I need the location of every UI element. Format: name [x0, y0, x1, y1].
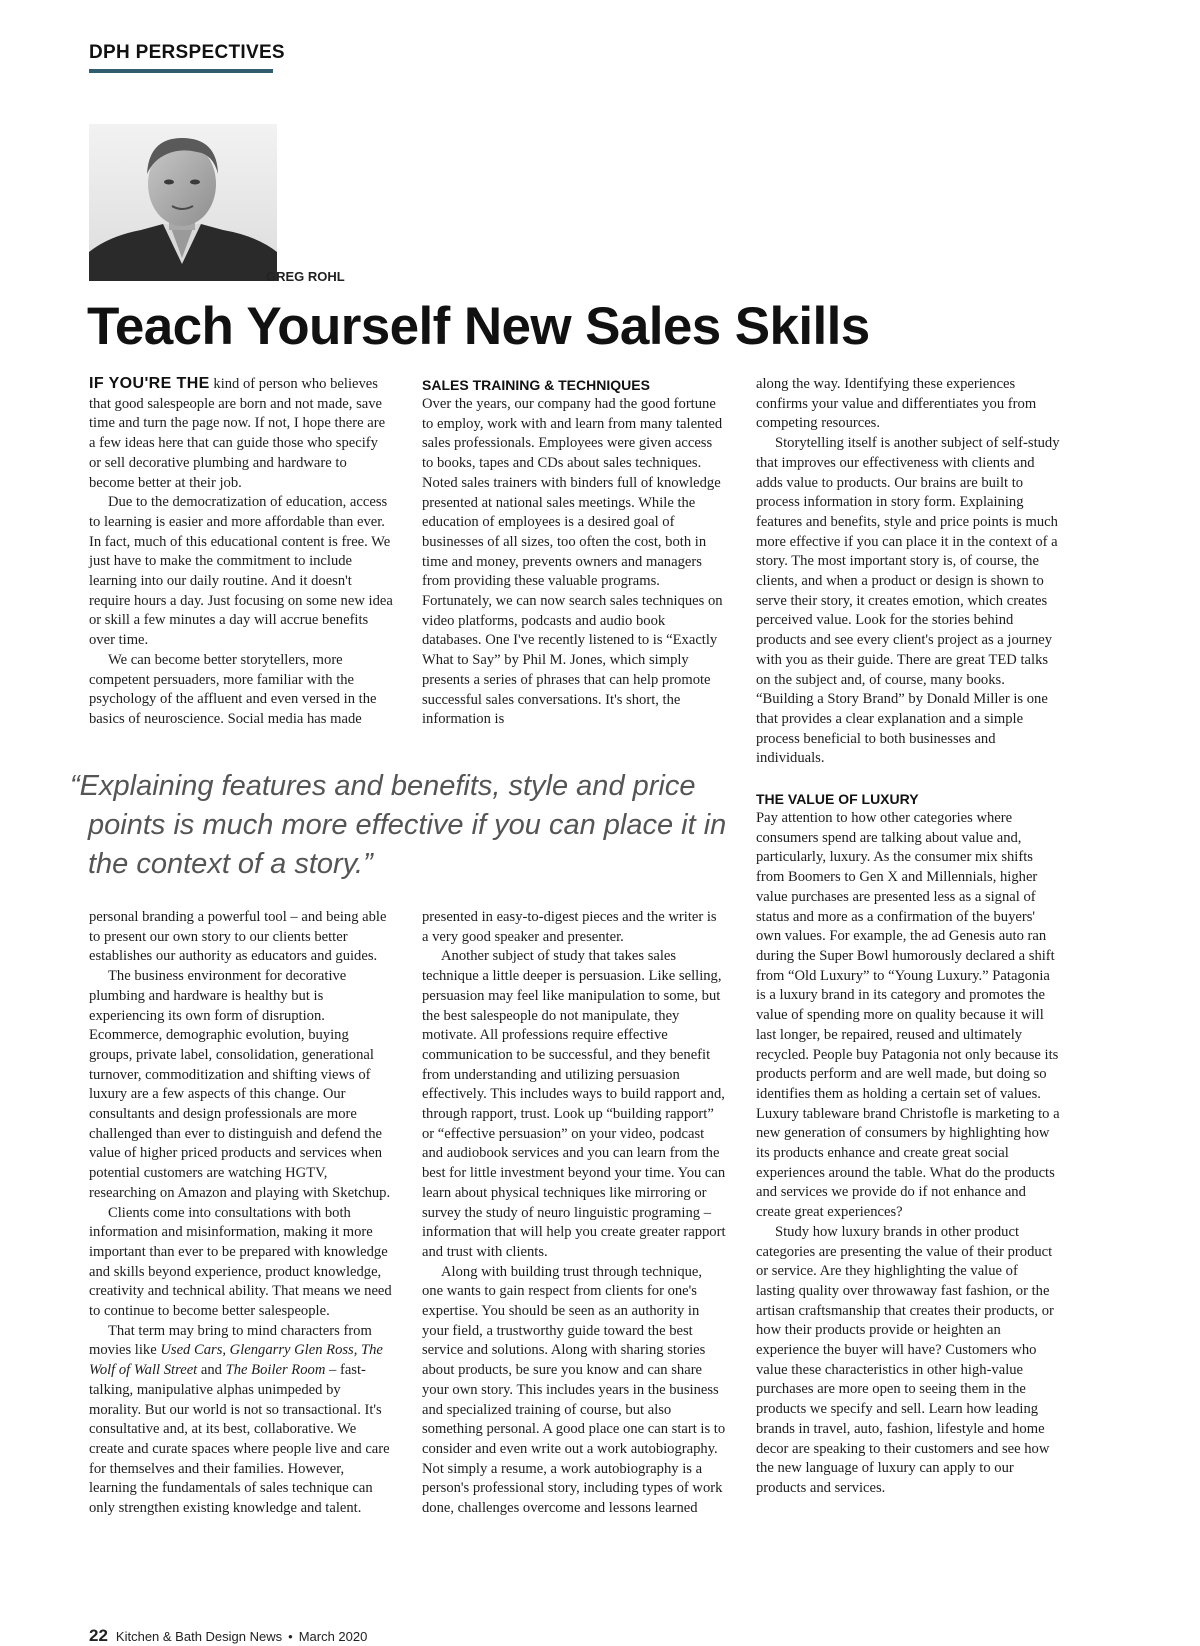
section-underline [89, 69, 273, 73]
author-portrait-icon [89, 124, 277, 281]
paragraph: Clients come into consultations with both information and misinformation, making it more important than ever to be prepared with knowledge and skills beyond experience, product knowledge, creativity and technical ability. That means we need to continue to become better salespeople. [89, 1204, 392, 1320]
movie-titles: Used Cars, Glengarry Glen Ross, The Wolf of Wall Street [89, 1342, 383, 1379]
issue-date: March 2020 [298, 1629, 368, 1644]
paragraph: presented in easy-to-digest pieces and the writer is a very good speaker and presenter. [422, 909, 717, 945]
movie-title: The Boiler Room [225, 1362, 326, 1379]
paragraph: Study how luxury brands in other product categories are presenting the value of their product or service. Are they highlighting the value of lasting quality over throwaway fast fashion, or the artisan craftsmanship that creates their products, or how their products provide or heighten an experience the buyer will have? Customers who value these characteristics in other high-value purchases are more open to seeing them in the products we specify and sell. Learn how leading brands in travel, auto, fashion, lifestyle and home decor are speaking to their customers and see how the new language of luxury can apply to our products and services. [756, 1223, 1054, 1496]
author-name: GREG ROHL [266, 269, 345, 284]
paragraph: Along with building trust through technique, one wants to gain respect from clients for one's expertise. You should be seen as an authority in your field, a trustworthy guide toward the best service and solutions. Along with sharing stories about products, be sure you know and can share your own story. This includes years in the business and specialized training of course, but also something personal. A good place one can start is to consider and even write out a work autobiography. Not simply a resume, a work autobiography is a person's professional story, including types of work done, challenges overcome and lessons learned [422, 1263, 726, 1517]
column-3 [756, 375, 1060, 1499]
paragraph-text: and [200, 1362, 222, 1379]
paragraph: personal branding a powerful tool – and being able to present our own story to our clients better establishes our authority as educators and guides. [89, 909, 387, 965]
paragraph-text: kind of person who believes that good salespeople are born and not made, save time and turn the page now. If not, I hope there are a few ideas here that can guide those who specify or sell decorative plumbing and hardware to become better at their job. [89, 376, 386, 491]
paragraph-text: – fast-talking, manipulative alphas unimpeded by morality. But our world is not so transactional. It's consultative and, at its best, collaborative. We create and curate spaces where people live and care for themselves and their families. However, learning the fundamentals of sales technique can only strengthen existing knowledge and talent. [89, 1362, 390, 1517]
paragraph: Pay attention to how other categories where consumers spend are talking about value and, particularly, luxury. As the consumer mix shifts from Boomers to Gen X and Millennials, higher value purchases are presented less as a signal of status and more as a confirmation of the buyers' own values. For example, the ad Genesis auto ran during the Super Bowl humorously declared a shift from “Old Luxury” to “Young Luxury.” Patagonia is a luxury brand in its category and promotes the value of spending more on quality because it will last longer, be repaired, reused and ultimately recycled. People buy Patagonia not only because its products perform and are well made, but doing so identifies them as holding a certain set of values. Luxury tableware brand Christofle is marketing to a new generation of consumers by highlighting how its products enhance and create great social experiences around the table. What do the products and services we provide do if not enhance and create great experiences? [756, 810, 1060, 1221]
paragraph: Over the years, our company had the good fortune to employ, work with and learn from many talented sales professionals. Employees were given access to books, tapes and CDs about sales techniques. Noted sales trainers with binders full of knowledge presented at national sales meetings. While the education of employees is a desired goal of businesses of all sizes, too often the cost, both in time and money, prevents owners and managers from providing these valuable programs. Fortunately, we can now search sales techniques on video platforms, podcasts and audio book databases. One I've recently listened to is “Exactly What to Say” by Phil M. Jones, which simply presents a series of phrases that can help promote successful sales conversations. It's short, the information is [422, 396, 723, 728]
page-number: 22 [89, 1626, 108, 1645]
page-footer [89, 1626, 367, 1646]
column-2-top [422, 375, 726, 730]
paragraph: The business environment for decorative plumbing and hardware is healthy but is experiencing its own form of disruption. Ecommerce, demographic evolution, buying groups, private label, consolidation, generational turnover, commoditization and shifting views of luxury are a few aspects of this change. Our consultants and design professionals are more challenged than ever to distinguish and defend the value of higher priced products and services when potential customers are watching HGTV, researching on Amazon and playing with Sketchup. [89, 968, 391, 1201]
paragraph: Another subject of study that takes sales technique a little deeper is persuasion. Like selling, persuasion may feel like manipulation to some, but the best salespeople do not manipulate, they motivate. All professions require effective communication to be successful, and they benefit from understanding and utilizing persuasion effectively. This includes ways to build rapport and, through rapport, trust. Look up “building rapport” or “effective persuasion” on your video, podcast and audiobook services and you can learn from the best for little investment beyond your time. You can learn about physical techniques like mirroring or survey the study of neuro linguistic programing – information that will help you create greater rapport and trust with clients. [422, 948, 726, 1260]
paragraph: Due to the democratization of education, access to learning is easier and more affordable than ever. In fact, much of this educational content is free. We just have to make the commitment to include learning into our daily routine. And it doesn't require hours a day. Just focusing on some new idea or skill a few minutes a day will accrue benefits over time. [89, 494, 393, 649]
publication-name: Kitchen & Bath Design News [115, 1629, 283, 1644]
section-heading: SALES TRAINING & TECHNIQUES [422, 377, 650, 393]
paragraph: Storytelling itself is another subject of self-study that improves our effectiveness with clients and adds value to products. Our brains are built to process information in story form. Explaining features and benefits, style and price points is much more effective if you can place it in the context of a story. The most important story is, of course, the clients, and when a product or design is shown to serve their story, it creates emotion, which creates perceived value. Look for the stories behind products and see every client's project as a journey with you as their guide. There are great TED talks on the subject and, of course, many books. “Building a Story Brand” by Donald Miller is one that provides a clear explanation and a simple process beneficial to both businesses and individuals. [756, 435, 1060, 767]
paragraph: We can become better storytellers, more competent persuaders, more familiar with the psychology of the affluent and even versed in the basics of neuroscience. Social media has made [89, 651, 377, 727]
footer-separator: • [288, 1629, 293, 1644]
paragraph [89, 1322, 393, 1519]
article-headline: Teach Yourself New Sales Skills [87, 297, 870, 356]
paragraph [89, 375, 393, 493]
paragraph-text: That term may bring to mind characters from movies like [89, 1322, 372, 1359]
paragraph: along the way. Identifying these experiences confirms your value and differentiates you from competing resources. [756, 376, 1037, 432]
column-1-top [89, 375, 393, 730]
column-1-bottom [89, 908, 393, 1519]
pull-quote: “Explaining features and benefits, style and price points is much more effective if you can place it in the context of a story.” [70, 770, 727, 880]
lead-in: IF YOU'RE THE [89, 375, 210, 392]
section-label: DPH PERSPECTIVES [89, 42, 285, 63]
column-2-bottom [422, 908, 726, 1519]
section-heading: THE VALUE OF LUXURY [756, 791, 919, 808]
